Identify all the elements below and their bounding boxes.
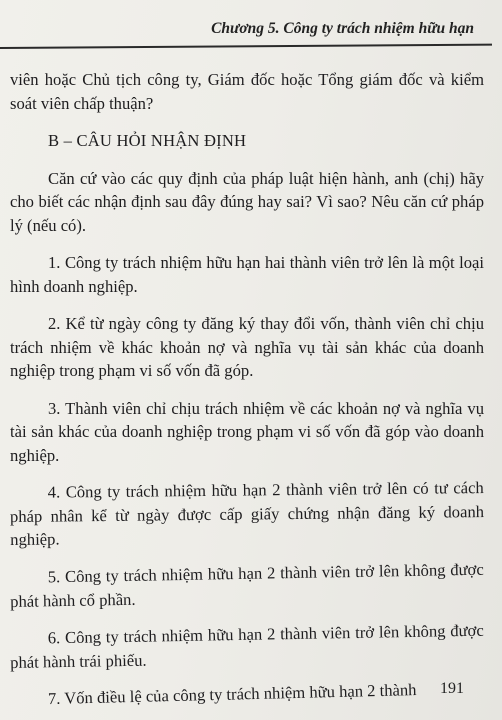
list-item-1: 1. Công ty trách nhiệm hữu hạn hai thành viên trở lên là một loại hình doanh nghiệp. (10, 253, 484, 296)
header-rule (0, 44, 492, 49)
list-item-4: 4. Công ty trách nhiệm hữu hạn 2 thành viên trở lên có tư cách pháp nhân kể từ ngày được cấp giấy chứng nhận đăng ký doanh nghiệp. (9, 478, 485, 549)
intro-paragraph: Căn cứ vào các quy định của pháp luật hiện hành, anh (chị) hãy cho biết các nhận định sau đây đúng hay sai? Vì sao? Nêu căn cứ pháp lý (nếu có). (10, 168, 484, 235)
section-heading: B – CÂU HỎI NHẬN ĐỊNH (48, 131, 247, 150)
list-item-2: 2. Kể từ ngày công ty đăng ký thay đổi vốn, thành viên chỉ chịu trách nhiệm về khác khoản nợ và nghĩa vụ tài sản khác của doanh nghiệp trong phạm vi số vốn đã góp. (10, 314, 484, 380)
list-item-3: 3. Thành viên chỉ chịu trách nhiệm về các khoản nợ và nghĩa vụ tài sản khác của doanh nghiệp trong phạm vi số vốn đã góp vào doanh nghiệp. (10, 398, 484, 465)
page-number: 191 (440, 680, 464, 697)
list-item-5: 5. Công ty trách nhiệm hữu hạn 2 thành viên trở lên không được phát hành cổ phần. (10, 559, 484, 610)
running-header: Chương 5. Công ty trách nhiệm hữu hạn (211, 20, 474, 37)
continuation-paragraph: viên hoặc Chủ tịch công ty, Giám đốc hoặc Tổng giám đốc và kiểm soát viên chấp thuận? (10, 70, 484, 113)
body-text (10, 68, 484, 711)
list-item-6: 6. Công ty trách nhiệm hữu hạn 2 thành viên trở lên không được phát hành trái phiếu. (10, 620, 484, 671)
list-item-7: 7. Vốn điều lệ của công ty trách nhiệm hữu hạn 2 thành (47, 679, 417, 708)
